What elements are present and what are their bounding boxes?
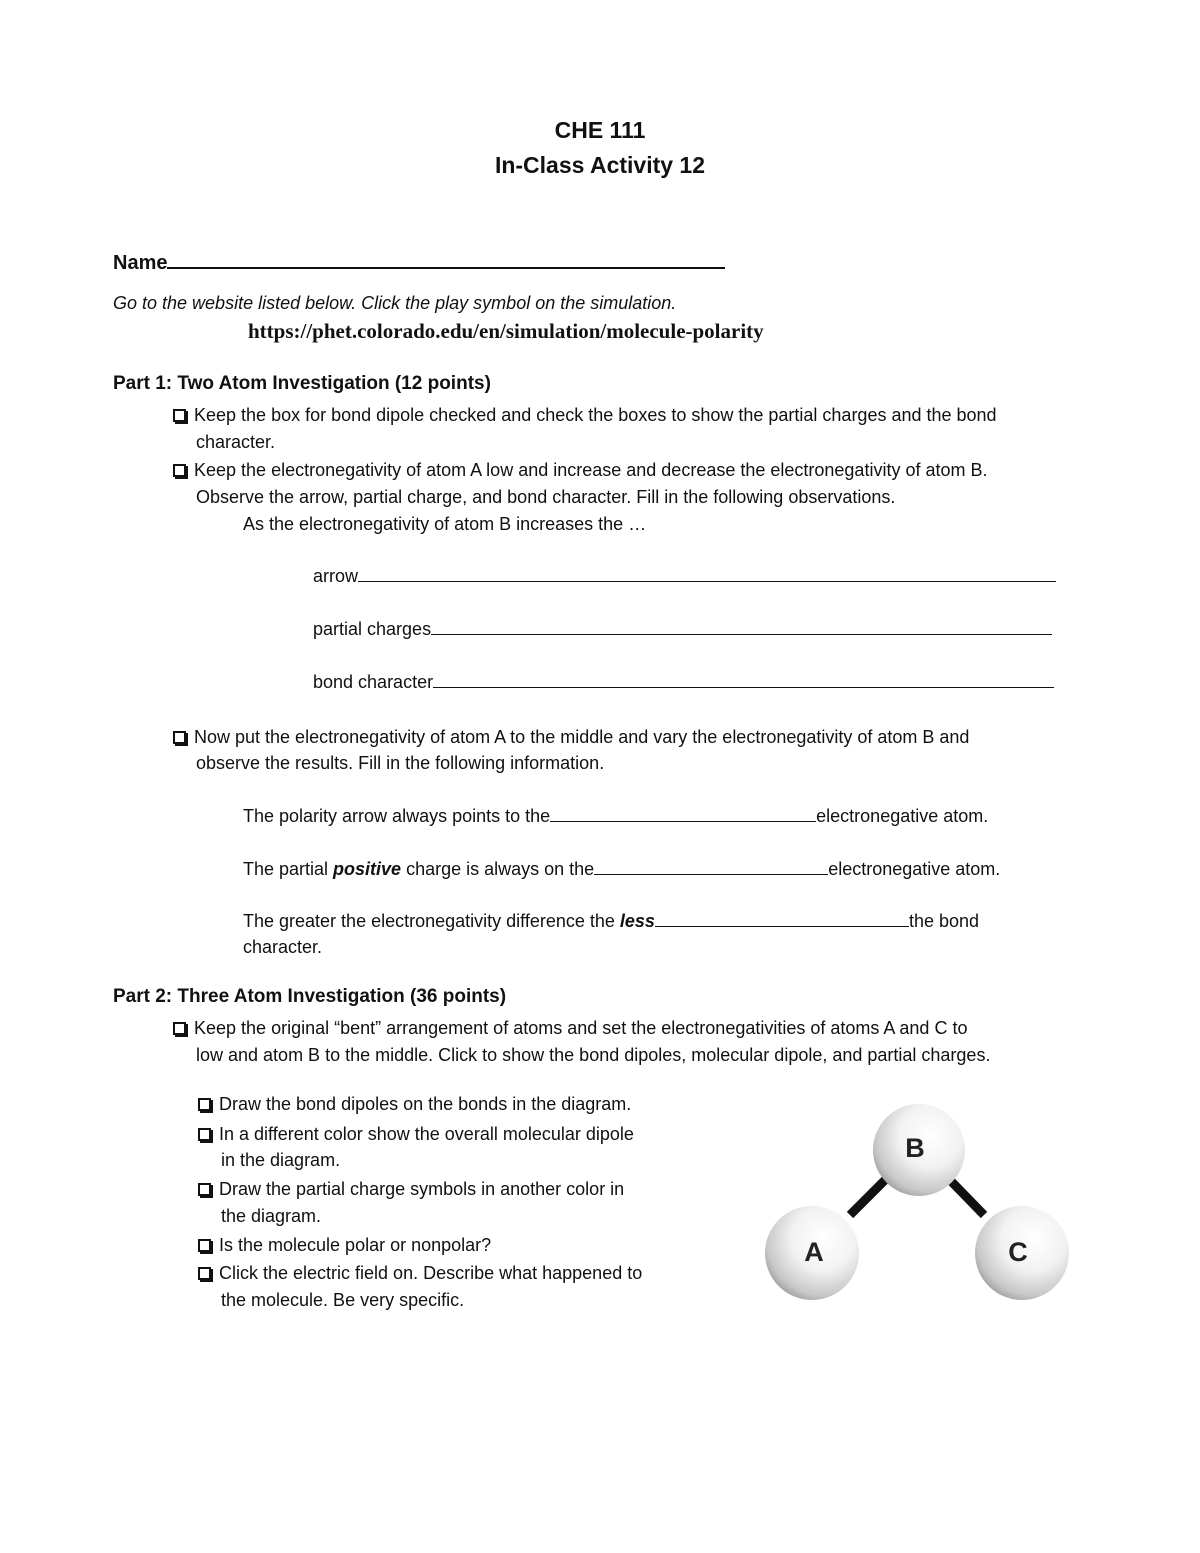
simulation-url[interactable]: https://phet.colorado.edu/en/simulation/molecule-polarity <box>248 319 764 343</box>
part2-sub4 <box>198 1232 491 1258</box>
sentence-3-post: the bond <box>908 911 980 931</box>
part1-item2 <box>173 457 987 483</box>
checkbox-icon <box>198 1239 211 1252</box>
part2-sub3 <box>198 1176 624 1202</box>
part1-item2-cont: Observe the arrow, partial charge, and bond character. Fill in the following observations. <box>196 487 896 507</box>
sentence-2-mid: charge is always on the <box>401 859 595 879</box>
part2-sub1 <box>198 1091 631 1117</box>
part2-sub1-text: Draw the bond dipoles on the bonds in the diagram. <box>219 1094 632 1114</box>
molecule-diagram <box>760 1095 1080 1310</box>
sentence-3-blank[interactable] <box>655 908 909 927</box>
checkbox-icon <box>173 731 186 744</box>
sentence-1-post: electronegative atom. <box>816 806 989 826</box>
checkbox-icon <box>173 1022 186 1035</box>
intro-instruction: Go to the website listed below. Click the play symbol on the simulation. <box>113 293 677 313</box>
sentence-3-pre: The greater the electronegativity difference the <box>243 911 620 931</box>
sentence-2 <box>243 856 1000 882</box>
sentence-3-emphasis: less <box>619 911 655 931</box>
checkbox-icon <box>198 1183 211 1196</box>
part2-item1-cont: low and atom B to the middle. Click to show the bond dipoles, molecular dipole, and partial charges. <box>196 1045 991 1065</box>
atom-a-label: A <box>804 1237 824 1267</box>
bond-bc <box>948 1178 984 1215</box>
part2-sub4-text: Is the molecule polar or nonpolar? <box>219 1235 492 1255</box>
bond-ab <box>850 1180 885 1215</box>
arrow-label: arrow <box>313 566 359 586</box>
course-title: CHE 111 <box>554 117 646 143</box>
sentence-2-pre: The partial <box>243 859 334 879</box>
atom-c-label: C <box>1008 1237 1028 1267</box>
arrow-row <box>313 563 1056 589</box>
partial-charges-row <box>313 616 1052 642</box>
part1-heading: Part 1: Two Atom Investigation (12 points) <box>113 373 491 394</box>
part2-sub5 <box>198 1260 642 1286</box>
part2-sub2-cont: in the diagram. <box>221 1150 341 1170</box>
sentence-2-post: electronegative atom. <box>828 859 1001 879</box>
part1-item3-cont: observe the results. Fill in the following information. <box>196 753 605 773</box>
atom-b-label: B <box>905 1133 925 1163</box>
part2-item1 <box>173 1015 967 1041</box>
partial-charges-blank[interactable] <box>431 616 1052 635</box>
part1-item2-text: Keep the electronegativity of atom A low and increase and decrease the electronegativity of atom B. <box>194 460 988 480</box>
checkbox-icon <box>173 409 186 422</box>
checkbox-icon <box>198 1128 211 1141</box>
bond-character-label: bond character <box>313 672 434 692</box>
part2-heading: Part 2: Three Atom Investigation (36 points) <box>113 986 507 1007</box>
activity-title: In-Class Activity 12 <box>494 152 706 178</box>
part2-sub5-text: Click the electric field on. Describe what happened to <box>219 1263 643 1283</box>
part2-sub5-cont: the molecule. Be very specific. <box>221 1290 465 1310</box>
name-row <box>113 249 725 276</box>
part1-item3-text: Now put the electronegativity of atom A to the middle and vary the electronegativity of atom B and <box>194 727 970 747</box>
part1-item3 <box>173 724 969 750</box>
part2-sub3-cont: the diagram. <box>221 1206 322 1226</box>
checkbox-icon <box>198 1267 211 1280</box>
checkbox-icon <box>198 1098 211 1111</box>
sentence-3-cont: character. <box>243 937 323 957</box>
part1-item1-text: Keep the box for bond dipole checked and check the boxes to show the partial charges and the bond <box>194 405 997 425</box>
part2-sub2-text: In a different color show the overall molecular dipole <box>219 1124 634 1144</box>
sentence-1 <box>243 803 988 829</box>
bond-character-blank[interactable] <box>433 669 1054 688</box>
part2-sub2 <box>198 1121 634 1147</box>
checkbox-icon <box>173 464 186 477</box>
part2-item1-text: Keep the original “bent” arrangement of atoms and set the electronegativities of atoms A and C to <box>194 1018 968 1038</box>
arrow-blank[interactable] <box>358 563 1056 582</box>
part1-item2-lead: As the electronegativity of atom B increases the … <box>243 514 647 534</box>
name-blank[interactable] <box>167 249 725 269</box>
bond-character-row <box>313 669 1054 695</box>
sentence-1-blank[interactable] <box>550 803 816 822</box>
sentence-2-blank[interactable] <box>594 856 828 875</box>
sentence-3 <box>243 908 979 934</box>
partial-charges-label: partial charges <box>313 619 432 639</box>
part1-item1-cont: character. <box>196 432 276 452</box>
sentence-2-emphasis: positive <box>333 859 402 879</box>
part1-item1 <box>173 402 997 428</box>
part2-sub3-text: Draw the partial charge symbols in another color in <box>219 1179 625 1199</box>
sentence-1-pre: The polarity arrow always points to the <box>243 806 551 826</box>
name-label: Name <box>113 252 168 274</box>
